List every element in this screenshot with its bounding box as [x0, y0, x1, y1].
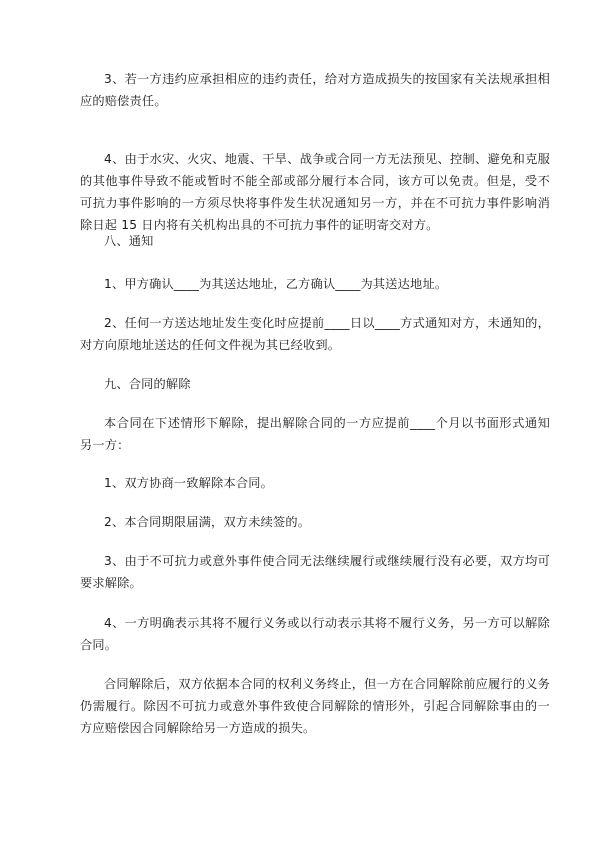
- clause-breach-liability: 3、若一方违约应承担相应的违约责任，给对方造成损失的按国家有关法规承担相应的赔偿责任。: [80, 72, 550, 108]
- section-heading-notice: 八、通知: [104, 234, 154, 248]
- clause-post-termination: 合同解除后，双方依据本合同的权利义务终止，但一方在合同解除前应履行的义务仍需履行。除因不可抗力或意外事件致使合同解除的情形外，引起合同解除事由的一方应赔偿因合同解除给另一方造成的损失。: [80, 677, 550, 735]
- clause-termination-expiry: 2、本合同期限届满，双方未续签的。: [104, 515, 311, 529]
- clause-force-majeure: 4、由于水灾、火灾、地震、干旱、战争或合同一方无法预见、控制、避免和克服的其他事件导致不能或暂时不能全部或部分履行本合同，该方可以免责。但是，受不可抗力事件影响的一方须尽快将事件发生状况通知另一方，并在不可抗力事件影响消除日起 15 日内将有关机构出具的不可抗力事件的证明寄交对方。: [80, 152, 550, 232]
- section-heading-termination: 九、合同的解除: [104, 377, 191, 391]
- clause-termination-mutual: 1、双方协商一致解除本合同。: [104, 476, 273, 490]
- clause-address-change: 2、任何一方送达地址发生变化时应提前____日以____方式通知对方，未通知的，对方向原地址送达的任何文件视为其已经收到。: [80, 316, 550, 352]
- clause-termination-intro: 本合同在下述情形下解除，提出解除合同的一方应提前____个月以书面形式通知另一方：: [80, 416, 550, 452]
- clause-termination-force: 3、由于不可抗力或意外事件使合同无法继续履行或继续履行没有必要，双方均可要求解除。: [80, 554, 550, 590]
- clause-termination-repudiation: 4、一方明确表示其将不履行义务或以行动表示其将不履行义务，另一方可以解除合同。: [80, 616, 550, 652]
- clause-service-address: 1、甲方确认____为其送达地址，乙方确认____为其送达地址。: [104, 277, 448, 291]
